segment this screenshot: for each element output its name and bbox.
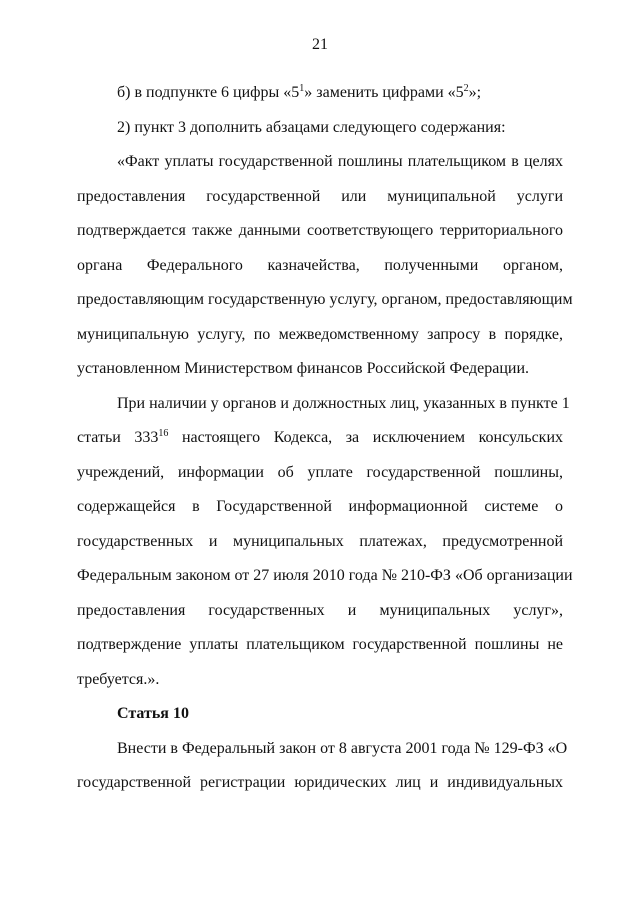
article-10-heading: Статья 10 xyxy=(117,705,189,722)
document-body xyxy=(77,76,573,801)
quote2-last-line: требуется.». xyxy=(77,670,160,688)
quote-paragraph-2 xyxy=(77,387,573,698)
quote2-line-7: предоставления государственных и муниципальных услуг», xyxy=(77,601,563,619)
item-b-paragraph xyxy=(77,76,563,111)
quote1-last-line: установленном Министерством финансов Российской Федерации. xyxy=(77,360,530,377)
item-b-suffix: »; xyxy=(468,84,482,101)
quote2-line-2 xyxy=(77,421,563,456)
item-b-prefix: б) в подпункте 6 цифры «5 xyxy=(117,84,300,101)
quote1-line-2: предоставления государственной или муниципальной услуги xyxy=(77,187,563,205)
item-b-superscript-2: 2 xyxy=(463,83,469,94)
article-10-paragraph xyxy=(77,732,568,801)
quote2-line-4: содержащейся в Государственной информационной системе о xyxy=(77,498,563,515)
quote2-line-6: Федеральным законом от 27 июля 2010 года № 210-ФЗ «Об организации xyxy=(77,567,573,584)
quote-paragraph-1 xyxy=(77,145,573,387)
quote2-article-superscript: 16 xyxy=(158,428,169,439)
quote1-line-4: органа Федерального казначейства, полученными органом, xyxy=(77,256,563,274)
quote2-line-3: учреждений, информации об уплате государственной пошлины, xyxy=(77,463,563,481)
item-b-middle: » заменить цифрами «5 xyxy=(304,84,464,101)
quote1-line-3: подтверждается также данными соответствующего территориального xyxy=(77,222,563,239)
article10-line-1: Внести в Федеральный закон от 8 августа 2001 года № 129-ФЗ «О xyxy=(117,739,568,757)
quote2-line-2-suffix: настоящего Кодекса, за исключением консульских xyxy=(168,429,564,446)
page-number: 21 xyxy=(312,36,328,53)
quote1-line-6: муниципальную услугу, по межведомственному запросу в порядке, xyxy=(77,325,563,343)
quote1-line-5: предоставляющим государственную услугу, органом, предоставляющим xyxy=(77,291,573,308)
item-b-superscript-1: 1 xyxy=(299,83,305,94)
quote1-line-1: «Факт уплаты государственной пошлины плательщиком в целях xyxy=(117,153,563,170)
quote2-line-2-prefix: статьи 333 xyxy=(77,429,159,446)
quote2-line-1: При наличии у органов и должностных лиц, указанных в пункте 1 xyxy=(117,394,570,412)
quote2-line-8: подтверждение уплаты плательщиком государственной пошлины не xyxy=(77,636,563,653)
article10-line-2: государственной регистрации юридических лиц и индивидуальных xyxy=(77,774,563,791)
item-2-paragraph: 2) пункт 3 дополнить абзацами следующего содержания: xyxy=(117,118,506,136)
quote2-line-5: государственных и муниципальных платежах, предусмотренной xyxy=(77,532,563,550)
